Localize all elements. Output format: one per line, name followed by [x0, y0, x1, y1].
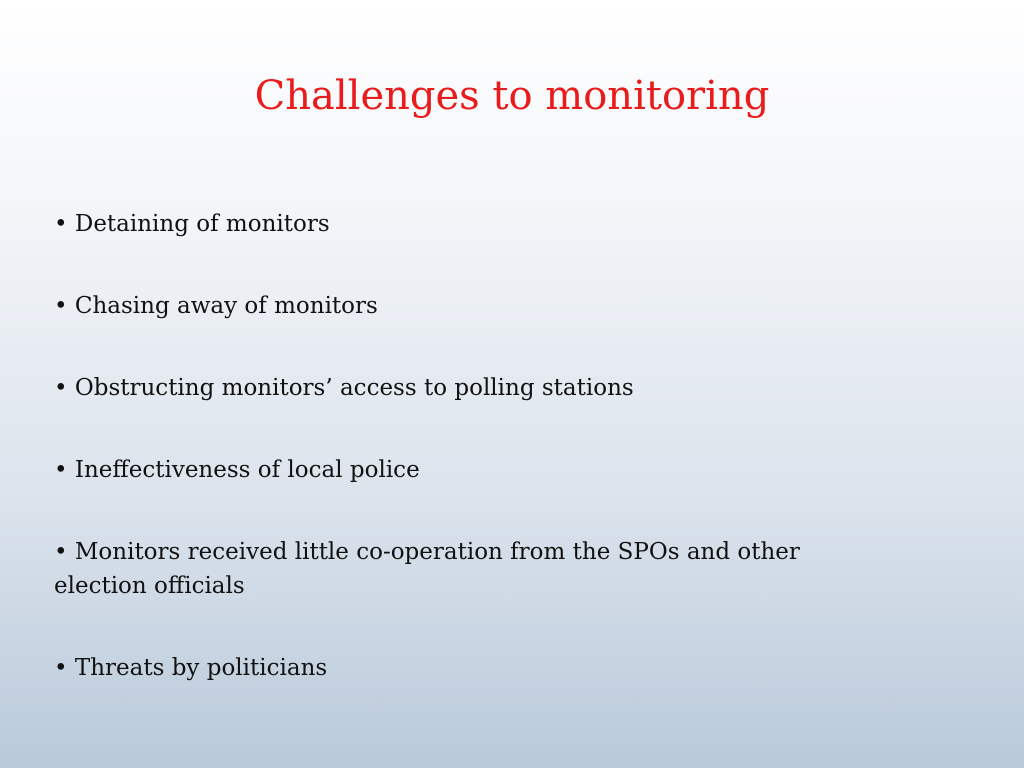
bullet-item-detaining: • Detaining of monitors [54, 211, 330, 237]
bullet-item-obstructing-access: • Obstructing monitors’ access to polling stations [54, 375, 634, 401]
bullet-item-chasing-away: • Chasing away of monitors [54, 293, 378, 319]
bullet-list [54, 207, 954, 685]
bullet-item-little-cooperation: • Monitors received little co-operation from the SPOs and other election officials [54, 539, 800, 599]
bullet-item-local-police: • Ineffectiveness of local police [54, 457, 420, 483]
slide-title: Challenges to monitoring [254, 73, 770, 119]
bullet-item-threats: • Threats by politicians [54, 655, 328, 681]
